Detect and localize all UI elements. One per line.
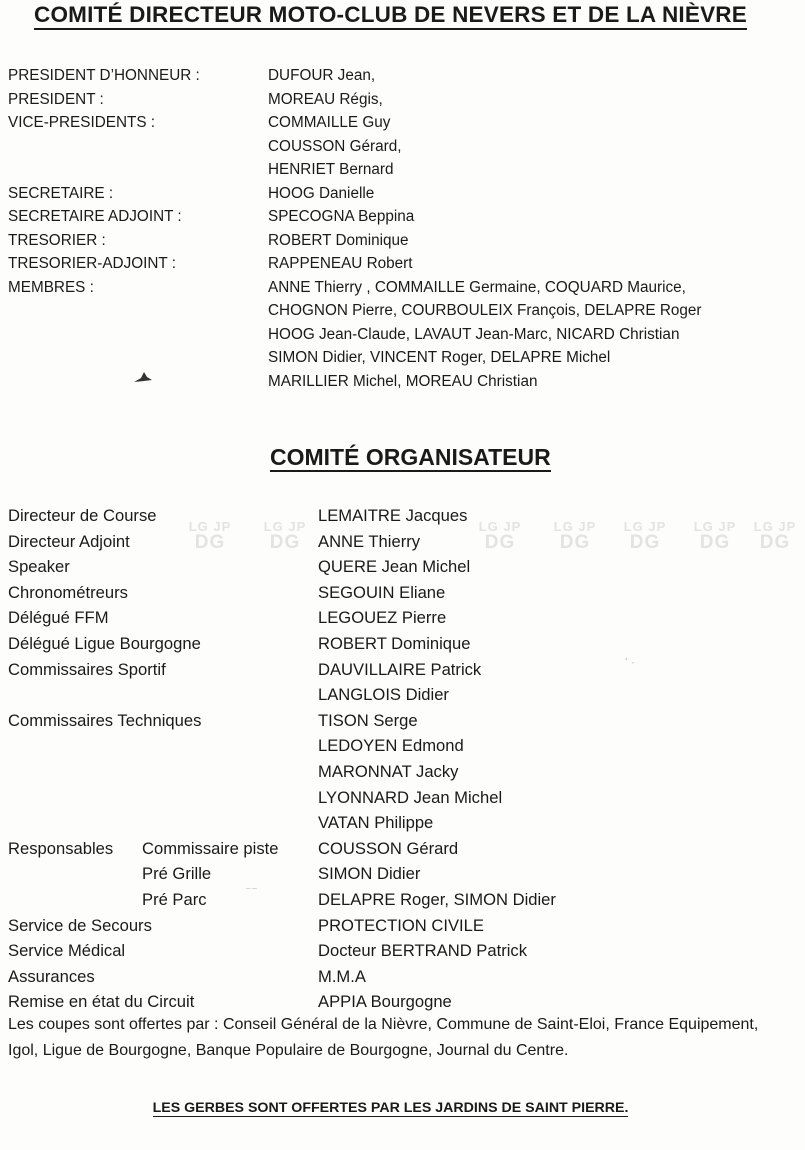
- comite-directeur-title: COMITÉ DIRECTEUR MOTO-CLUB DE NEVERS ET DE LA NIÈVRE: [0, 2, 781, 28]
- coupes-paragraph: Les coupes sont offertes par : Conseil Général de la Nièvre, Commune de Saint-Eloi, France Equipement, Igol, Ligue de Bourgogne, Banque Populaire de Bourgogne, Journal du Centre.: [8, 1016, 759, 1059]
- person-name: ANNE Thierry: [318, 531, 421, 551]
- person-name: DAUVILLAIRE Patrick: [318, 659, 482, 679]
- function-label: Chronométreurs: [8, 582, 128, 602]
- person-name: COUSSON Gérard: [318, 838, 459, 858]
- person-name: LYONNARD Jean Michel: [318, 787, 503, 807]
- role-label: VICE-PRESIDENTS :: [8, 114, 156, 131]
- role-label: TRESORIER-ADJOINT :: [8, 255, 176, 272]
- watermark-logo-bottom: DG: [759, 532, 791, 553]
- person-name: LEGOUEZ Pierre: [318, 608, 447, 628]
- role-label: PRESIDENT D’HONNEUR :: [8, 67, 200, 84]
- watermark-logo: [470, 520, 530, 552]
- person-name: ROBERT Dominique: [318, 633, 471, 653]
- person-name: PROTECTION CIVILE: [318, 915, 484, 935]
- member-names: CHOGNON Pierre, COURBOULEIX François, DELAPRE Roger: [268, 302, 702, 319]
- member-names: SPECOGNA Beppina: [268, 208, 415, 225]
- function-label: Délégué Ligue Bourgogne: [8, 633, 201, 653]
- person-name: M.M.A: [318, 966, 366, 986]
- person-name: Docteur BERTRAND Patrick: [318, 941, 528, 961]
- function-label: Service Médical: [8, 941, 126, 961]
- watermark-logo-top: LG JP: [693, 519, 737, 534]
- person-name: LANGLOIS Didier: [318, 685, 449, 705]
- member-names: DUFOUR Jean,: [268, 67, 376, 84]
- watermark-logo-bottom: DG: [629, 532, 661, 553]
- sub-function-label: Pré Grille: [142, 864, 212, 884]
- member-names: COUSSON Gérard,: [268, 137, 402, 155]
- person-name: LEMAITRE Jacques: [318, 506, 468, 525]
- person-name: VATAN Philippe: [318, 813, 434, 833]
- role-label: MEMBRES :: [8, 278, 94, 296]
- member-names: MARILLIER Michel, MOREAU Christian: [268, 372, 538, 390]
- person-name: SEGOUIN Eliane: [318, 582, 446, 602]
- watermark-logo-top: LG JP: [478, 519, 522, 534]
- person-name: APPIA Bourgogne: [318, 992, 452, 1012]
- watermark-logo-bottom: DG: [269, 532, 301, 553]
- member-names: RAPPENEAU Robert: [268, 255, 413, 272]
- person-name: DELAPRE Roger, SIMON Didier: [318, 889, 556, 909]
- member-names: HOOG Danielle: [268, 184, 375, 202]
- watermark-logo-top: LG JP: [188, 519, 232, 534]
- watermark-logo: [255, 520, 315, 552]
- person-name: QUERE Jean Michel: [318, 557, 471, 577]
- watermark-logo-bottom: DG: [699, 532, 731, 553]
- speck-mark: ‘ ·: [625, 655, 635, 669]
- watermark-logo: [685, 520, 745, 552]
- function-label: Responsables: [8, 838, 114, 858]
- role-label: SECRETAIRE ADJOINT :: [8, 208, 182, 225]
- watermark-logo: [180, 520, 240, 552]
- function-label: Directeur Adjoint: [8, 531, 130, 551]
- member-names: MOREAU Régis,: [268, 90, 383, 108]
- watermark-logo-top: LG JP: [553, 519, 597, 534]
- watermark-logo-bottom: DG: [559, 532, 591, 553]
- function-label: Délégué FFM: [8, 608, 109, 628]
- function-label: Directeur de Course: [8, 506, 157, 525]
- member-names: ROBERT Dominique: [268, 231, 409, 249]
- function-label: Speaker: [8, 557, 70, 577]
- watermark-logo-bottom: DG: [194, 532, 226, 553]
- watermark-logo: [545, 520, 605, 552]
- sub-function-label: Commissaire piste: [142, 838, 279, 858]
- comite-organisateur-title: COMITÉ ORGANISATEUR: [270, 444, 551, 470]
- member-names: HENRIET Bernard: [268, 161, 394, 178]
- gerbes-note: LES GERBES SONT OFFERTES PAR LES JARDINS DE SAINT PIERRE.: [152, 1100, 629, 1116]
- member-names: ANNE Thierry , COMMAILLE Germaine, COQUARD Maurice,: [268, 278, 686, 296]
- watermark-logo-top: LG JP: [263, 519, 307, 534]
- person-name: SIMON Didier: [318, 864, 421, 884]
- watermark-logo-top: LG JP: [623, 519, 667, 534]
- person-name: TISON Serge: [318, 710, 418, 730]
- function-label: Service de Secours: [8, 915, 152, 935]
- watermark-logo: [615, 520, 675, 552]
- sub-function-label: Pré Parc: [142, 889, 207, 909]
- ink-smudge: [132, 366, 154, 386]
- function-label: Commissaires Sportif: [8, 659, 166, 679]
- function-label: Commissaires Techniques: [8, 710, 202, 730]
- pen-mark: ⁻⁻: [245, 883, 258, 897]
- role-label: TRESORIER :: [8, 231, 106, 249]
- watermark-logo-top: LG JP: [753, 519, 797, 534]
- member-names: COMMAILLE Guy: [268, 114, 391, 131]
- member-names: HOOG Jean-Claude, LAVAUT Jean-Marc, NICARD Christian: [268, 325, 680, 343]
- function-label: Remise en état du Circuit: [8, 992, 195, 1012]
- person-name: LEDOYEN Edmond: [318, 736, 464, 756]
- role-label: PRESIDENT :: [8, 90, 104, 108]
- member-names: SIMON Didier, VINCENT Roger, DELAPRE Michel: [268, 349, 611, 366]
- role-label: SECRETAIRE :: [8, 184, 114, 202]
- person-name: MARONNAT Jacky: [318, 761, 459, 781]
- watermark-logo: [745, 520, 805, 552]
- watermark-logo-bottom: DG: [484, 532, 516, 553]
- function-label: Assurances: [8, 966, 95, 986]
